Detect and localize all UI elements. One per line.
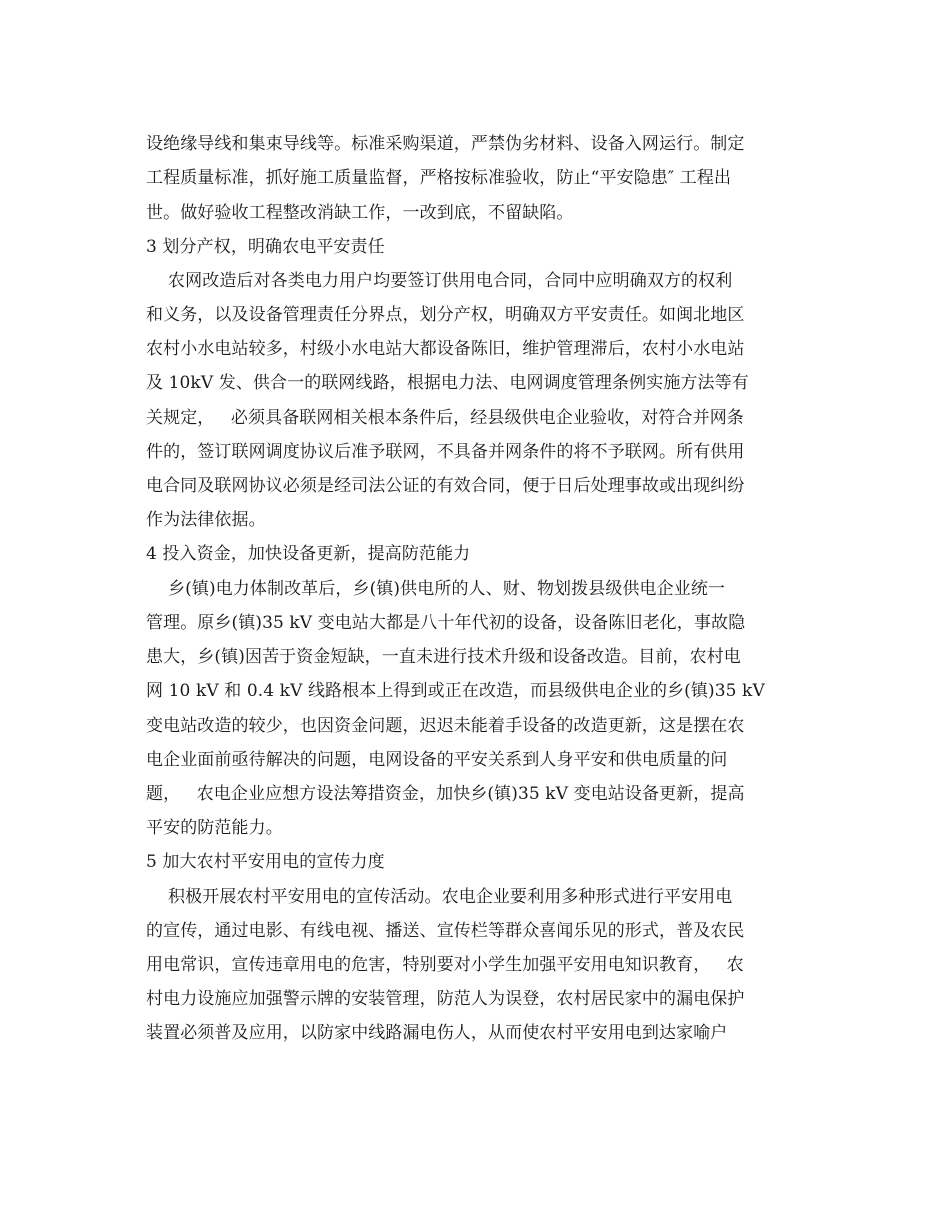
- text-line: 和义务，以及设备管理责任分界点，划分产权，明确双方平安责任。如闽北地区: [146, 305, 745, 325]
- text-line: 患大，乡(镇)因苦于资金短缺，一直未进行技术升级和设备改造。目前，农村电: [146, 647, 741, 667]
- text-line: 用电常识，宣传违章用电的危害，特别要对小学生加强平安用电知识教育， 农: [146, 955, 744, 975]
- text-line: 作为法律依据。: [146, 510, 266, 530]
- text-line: 电合同及联网协议必须是经司法公证的有效合同，便于日后处理事故或出现纠纷: [146, 476, 745, 496]
- text-line: 工程质量标准，抓好施工质量监督，严格按标准验收，防止“平安隐患″ 工程出: [146, 168, 732, 188]
- section-heading: 3 划分产权，明确农电平安责任: [146, 237, 385, 257]
- text-line: 网 10 kV 和 0.4 kV 线路根本上得到或正在改造，而县级供电企业的乡(镇)35 kV: [146, 681, 765, 701]
- text-line: 农村小水电站较多，村级小水电站大都设备陈旧，维护管理滞后，农村小水电站: [146, 339, 745, 359]
- text-line: 及 10kV 发、供合一的联网线路，根据电力法、电网调度管理条例实施方法等有: [146, 373, 749, 393]
- text-line: 的宣传，通过电影、有线电视、播送、宣传栏等群众喜闻乐见的形式，普及农民: [146, 921, 745, 941]
- section-heading: 5 加大农村平安用电的宣传力度: [146, 852, 385, 872]
- text-line: 管理。原乡(镇)35 kV 变电站大都是八十年代初的设备，设备陈旧老化，事故隐: [146, 613, 746, 633]
- text-line: 件的，签订联网调度协议后准予联网，不具备并网条件的将不予联网。所有供用: [146, 442, 745, 462]
- text-line: 平安的防范能力。: [146, 818, 283, 838]
- text-line: 积极开展农村平安用电的宣传活动。农电企业要利用多种形式进行平安用电: [146, 887, 733, 907]
- text-line: 设绝缘导线和集束导线等。标准采购渠道，严禁伪劣材料、设备入网运行。制定: [146, 134, 745, 154]
- text-line: 村电力设施应加强警示牌的安装管理，防范人为误登，农村居民家中的漏电保护: [146, 989, 745, 1009]
- text-line: 电企业面前亟待解决的问题，电网设备的平安关系到人身平安和供电质量的问: [146, 750, 728, 770]
- text-line: 世。做好验收工程整改消缺工作，一改到底，不留缺陷。: [146, 203, 574, 223]
- section-heading: 4 投入资金，加快设备更新，提高防范能力: [146, 544, 471, 564]
- text-line: 乡(镇)电力体制改革后，乡(镇)供电所的人、财、物划拨县级供电企业统一: [146, 579, 726, 599]
- text-line: 题， 农电企业应想方设法筹措资金，加快乡(镇)35 kV 变电站设备更新，提高: [146, 784, 745, 804]
- text-line: 关规定， 必须具备联网相关根本条件后，经县级供电企业验收，对符合并网条: [146, 408, 744, 428]
- text-line: 变电站改造的较少，也因资金问题，迟迟未能着手设备的改造更新，这是摆在农: [146, 716, 745, 736]
- text-line: 农网改造后对各类电力用户均要签订供用电合同，合同中应明确双方的权利: [146, 271, 733, 291]
- text-line: 装置必须普及应用，以防家中线路漏电伤人，从而使农村平安用电到达家喻户: [146, 1023, 728, 1043]
